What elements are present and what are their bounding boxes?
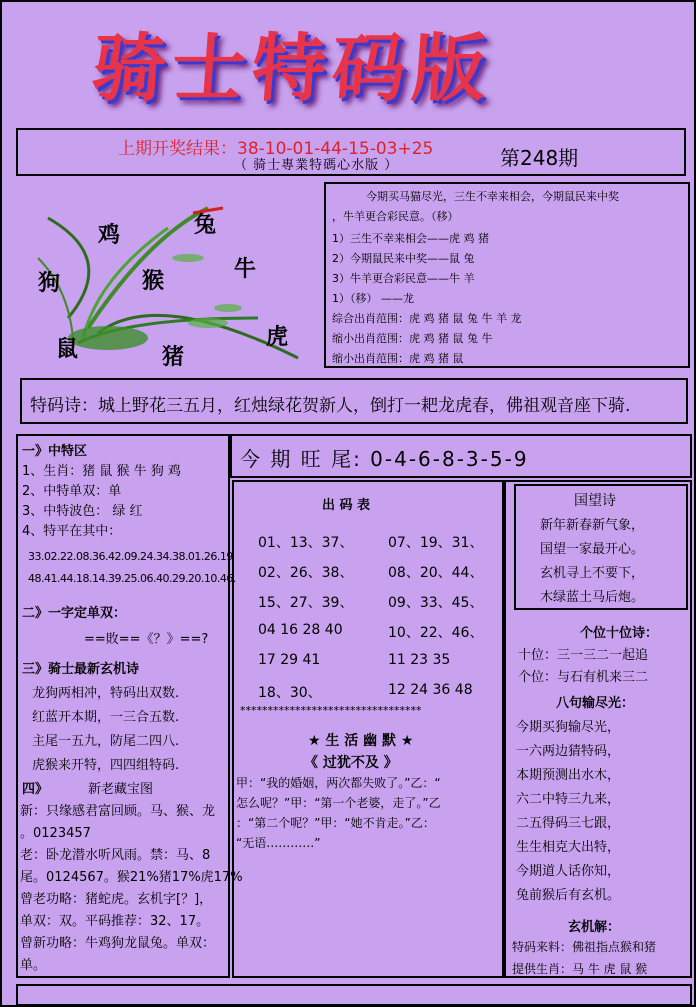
treasure-line: 单。 [20, 958, 47, 973]
humor-subtitle: 《 过犹不及 》 [304, 755, 398, 771]
left-column [16, 434, 243, 978]
humor-title: ★ 生 活 幽 默 ★ [308, 733, 414, 749]
number-cell: 11 23 35 [388, 652, 451, 668]
summary-line: 1）（移） ——龙 [332, 292, 414, 305]
number-cell: 02、26、38、 [258, 565, 354, 581]
zodiac-monkey: 猴 [142, 268, 165, 294]
poem-line: 龙狗两相冲，特码出双数. [32, 686, 180, 701]
treasure-line: 曾老功略：猪蛇虎。玄机字[？]， [20, 892, 213, 907]
country-poem-line: 新年新春新气象， [540, 518, 645, 533]
xuanji-line: 特码来料：佛祖指点猴和猪 [512, 940, 657, 954]
country-poem-line: 玄机寻上不要下， [540, 566, 645, 581]
zodiac-tiger: 虎 [266, 324, 289, 350]
section-item: 4、特平在其中： [22, 524, 122, 539]
zodiac-rabbit: 兔 [194, 212, 217, 238]
section-item: 2、中特单双：单 [22, 484, 122, 499]
eight-line: 本期预测出水木， [516, 768, 621, 783]
zodiac-rat: 鼠 [56, 336, 79, 362]
number-list: 33.02.22.08.36.42.09.24.34.38.01.26.19 [28, 550, 233, 563]
number-list: 48.41.44.18.14.39.25.06.40.29.20.10.46. [28, 572, 236, 585]
section-item: 1、生肖：猪 鼠 猴 牛 狗 鸡 [22, 464, 181, 479]
humor-line: 甲：“我的婚姻，两次都失败了。”乙：“ [236, 776, 441, 790]
last-result-label: 上期开奖结果： [118, 139, 237, 159]
number-table-box [232, 480, 504, 978]
number-cell: 01、13、37、 [258, 535, 354, 551]
eight-line: 今期买狗输尽光， [516, 720, 621, 735]
treasure-line: 老：卧龙潜水听风雨。禁：马、8 [20, 848, 211, 863]
eight-line: 一六两边猜特码， [516, 744, 621, 759]
section-title: 四》 [22, 782, 49, 797]
treasure-line: 单双：双。平码推荐：32、17。 [20, 914, 210, 929]
section-title: 二》一字定单双： [22, 606, 127, 621]
number-cell: 04 16 28 40 [258, 622, 343, 638]
digit-poem-line: 个位：与石有机来三二 [518, 670, 649, 685]
section-title: 三》骑士最新玄机诗 [22, 662, 140, 677]
section-item: 3、中特波色： 绿 红 [22, 504, 143, 519]
xuanji-line: 提供生肖：马 牛 虎 鼠 猴 [512, 962, 648, 976]
single-double-text: ==敗==《？》==? [84, 632, 209, 647]
summary-line: 2）今期鼠民来中奖——鼠 兔 [332, 252, 475, 265]
section-subtitle: 新老藏宝图 [88, 782, 154, 797]
number-cell: 15、27、39、 [258, 595, 354, 611]
treasure-line: 新：只缘感君富回顾。马、猴、龙 [20, 804, 216, 819]
country-poem-box [514, 484, 688, 610]
treasure-line: 尾。0124567。猴21%猪17%虎17% [20, 870, 243, 885]
last-result-value: 38-10-01-44-15-03+25 [237, 139, 434, 159]
treasure-line: 。0123457 [20, 826, 91, 841]
poem-line: 红蓝开本期，一三合五数. [32, 710, 180, 725]
zodiac-pig: 猪 [162, 344, 185, 370]
country-poem-line: 国望一家最开心。 [540, 542, 645, 557]
summary-line: 3）牛羊更合彩民意——牛 羊 [332, 272, 475, 285]
humor-line: ：“第二个呢？”甲：“她不肯走。”乙： [236, 816, 435, 830]
zodiac-dog: 狗 [38, 270, 61, 296]
number-cell: 08、20、44、 [388, 565, 484, 581]
summary-line: 今期买马猫尽光，三生不幸来相会，今期鼠民来中奖 [366, 190, 619, 203]
number-cell: 10、22、46、 [388, 625, 484, 641]
eight-line-title: 八句输尽光： [556, 696, 635, 711]
zodiac-summary-box [324, 182, 690, 368]
special-poem: 特码诗：城上野花三五月，红烛绿花贺新人，倒打一耙龙虎春，佛祖观音座下骑. [30, 396, 631, 416]
xuanji-title: 玄机解： [568, 920, 621, 935]
eight-line: 六二中特三九来， [516, 792, 621, 807]
summary-line: 综合出肖范围：虎 鸡 猪 鼠 兔 牛 羊 龙 [332, 312, 522, 325]
number-cell: 12 24 36 48 [388, 682, 473, 698]
header-subtitle: （ 骑士專業特碼心水版 ） [234, 158, 399, 173]
number-cell: 09、33、45、 [388, 595, 484, 611]
digit-poem-line: 十位：三一三二一起追 [518, 648, 649, 663]
issue-number: 第248期 [500, 146, 579, 170]
eight-line: 今期道人话你知， [516, 864, 621, 879]
summary-line: 缩小出肖范围：虎 鸡 猪 鼠 [332, 352, 464, 365]
star-divider: ********************************* [240, 704, 422, 717]
summary-line: 1）三生不幸来相会——虎 鸡 猪 [332, 232, 489, 245]
humor-line: 怎么呢？”甲：“第一个老婆，走了。”乙 [236, 796, 441, 810]
page-title: 骑士特码版 [88, 26, 496, 112]
number-cell: 18、30、 [258, 685, 322, 701]
bottom-bar [16, 984, 692, 1006]
tail-numbers: 今 期 旺 尾: 0-4-6-8-3-5-9 [240, 447, 529, 471]
country-poem-line: 木绿蓝土马后炮。 [540, 590, 645, 605]
number-cell: 07、19、31、 [388, 535, 484, 551]
number-cell: 17 29 41 [258, 652, 321, 668]
humor-line: “无语…………” [236, 836, 321, 850]
eight-line: 二五得码三七跟， [516, 816, 621, 831]
eight-line: 生生相克大出特， [516, 840, 621, 855]
treasure-line: 曾新功略：牛鸡狗龙鼠兔。单双： [20, 936, 216, 951]
digit-poem-title: 个位十位诗： [580, 626, 659, 641]
eight-line: 兔前猴后有玄机。 [516, 888, 621, 903]
section-title: 一》中特区 [22, 444, 88, 459]
country-poem-title: 国望诗 [574, 493, 616, 509]
summary-line: 缩小出肖范围：虎 鸡 猪 鼠 兔 牛 [332, 332, 493, 345]
summary-line: ，牛羊更合彩民意。（移） [332, 210, 459, 223]
zodiac-ox: 牛 [234, 256, 257, 282]
number-table-heading: 出 码 表 [322, 498, 371, 513]
poem-line: 虎猴来开特，四四组特码. [32, 758, 180, 773]
poem-line: 主尾一五九，防尾二四八. [32, 734, 180, 749]
zodiac-rooster: 鸡 [98, 222, 121, 248]
